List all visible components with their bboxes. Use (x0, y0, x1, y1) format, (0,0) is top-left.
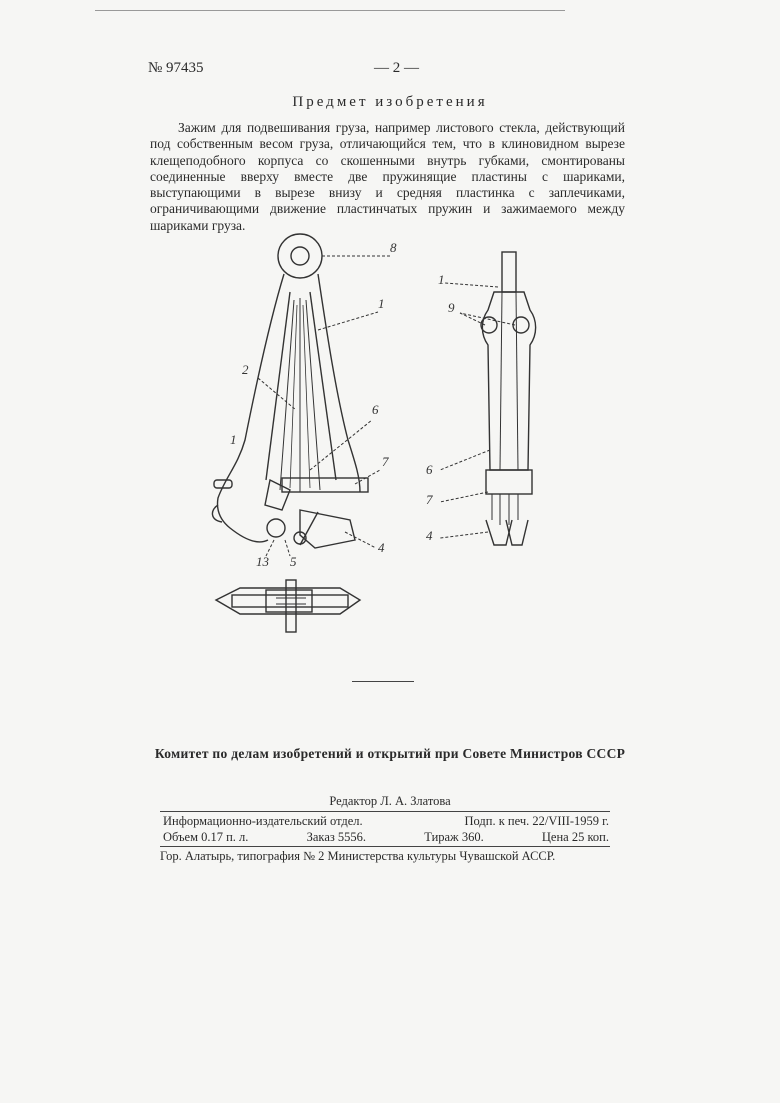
label-4: 4 (378, 540, 385, 555)
claim-text: Зажим для подвешивания груза, например листового стекла, действующий под собственным весом груза, отличающийся тем, что в клиновидном вырезе клещеподобного корпуса со скошенными внутрь губками, смонтированы соединенные вверху вместе две пружинящие пластины с шариками, выступающими в вырезе внизу и средняя пластинка с заплечиками, ограничивающими движение пластинчатых пружин и зажимаемого между шариками груза. (150, 120, 625, 233)
printer-line: Гор. Алатырь, типография № 2 Министерства культуры Чувашской АССР. (160, 849, 556, 863)
side-label-1: 1 (438, 272, 445, 287)
side-label-4: 4 (426, 528, 433, 543)
footer-row-details (163, 830, 609, 845)
label-1-left: 1 (230, 432, 237, 447)
price: Цена 25 коп. (541, 830, 609, 844)
committee-line: Комитет по делам изобретений и открытий при Совете Министров СССР (154, 746, 626, 761)
circulation: Тираж 360. (424, 830, 484, 844)
separator-line (352, 681, 414, 682)
section-title: Предмет изобретения (292, 94, 488, 110)
side-label-9: 9 (448, 300, 455, 315)
label-5: 5 (290, 554, 297, 569)
label-8: 8 (390, 240, 397, 255)
patent-number: № 97435 (148, 60, 204, 76)
side-label-7: 7 (426, 492, 433, 507)
footer-row-publisher (163, 814, 609, 829)
label-13: 13 (256, 554, 269, 569)
footer-rule-top (160, 811, 610, 812)
label-7: 7 (382, 454, 389, 469)
publisher-dept: Информационно-издательский отдел. (163, 814, 363, 828)
label-6: 6 (372, 402, 379, 417)
print-date: Подп. к печ. 22/VIII-1959 г. (464, 814, 609, 828)
side-view-drawing (481, 252, 536, 545)
label-1: 1 (378, 296, 385, 311)
editor-line: Редактор Л. А. Златова (329, 794, 451, 808)
page-number: — 2 — (374, 60, 419, 76)
order-number: Заказ 5556. (306, 830, 367, 844)
label-2: 2 (242, 362, 249, 377)
side-label-6: 6 (426, 462, 433, 477)
volume: Объем 0.17 п. л. (163, 830, 249, 844)
footer-rule-bottom (160, 846, 610, 847)
plan-view-drawing (216, 580, 360, 632)
front-view-drawing (212, 234, 368, 548)
